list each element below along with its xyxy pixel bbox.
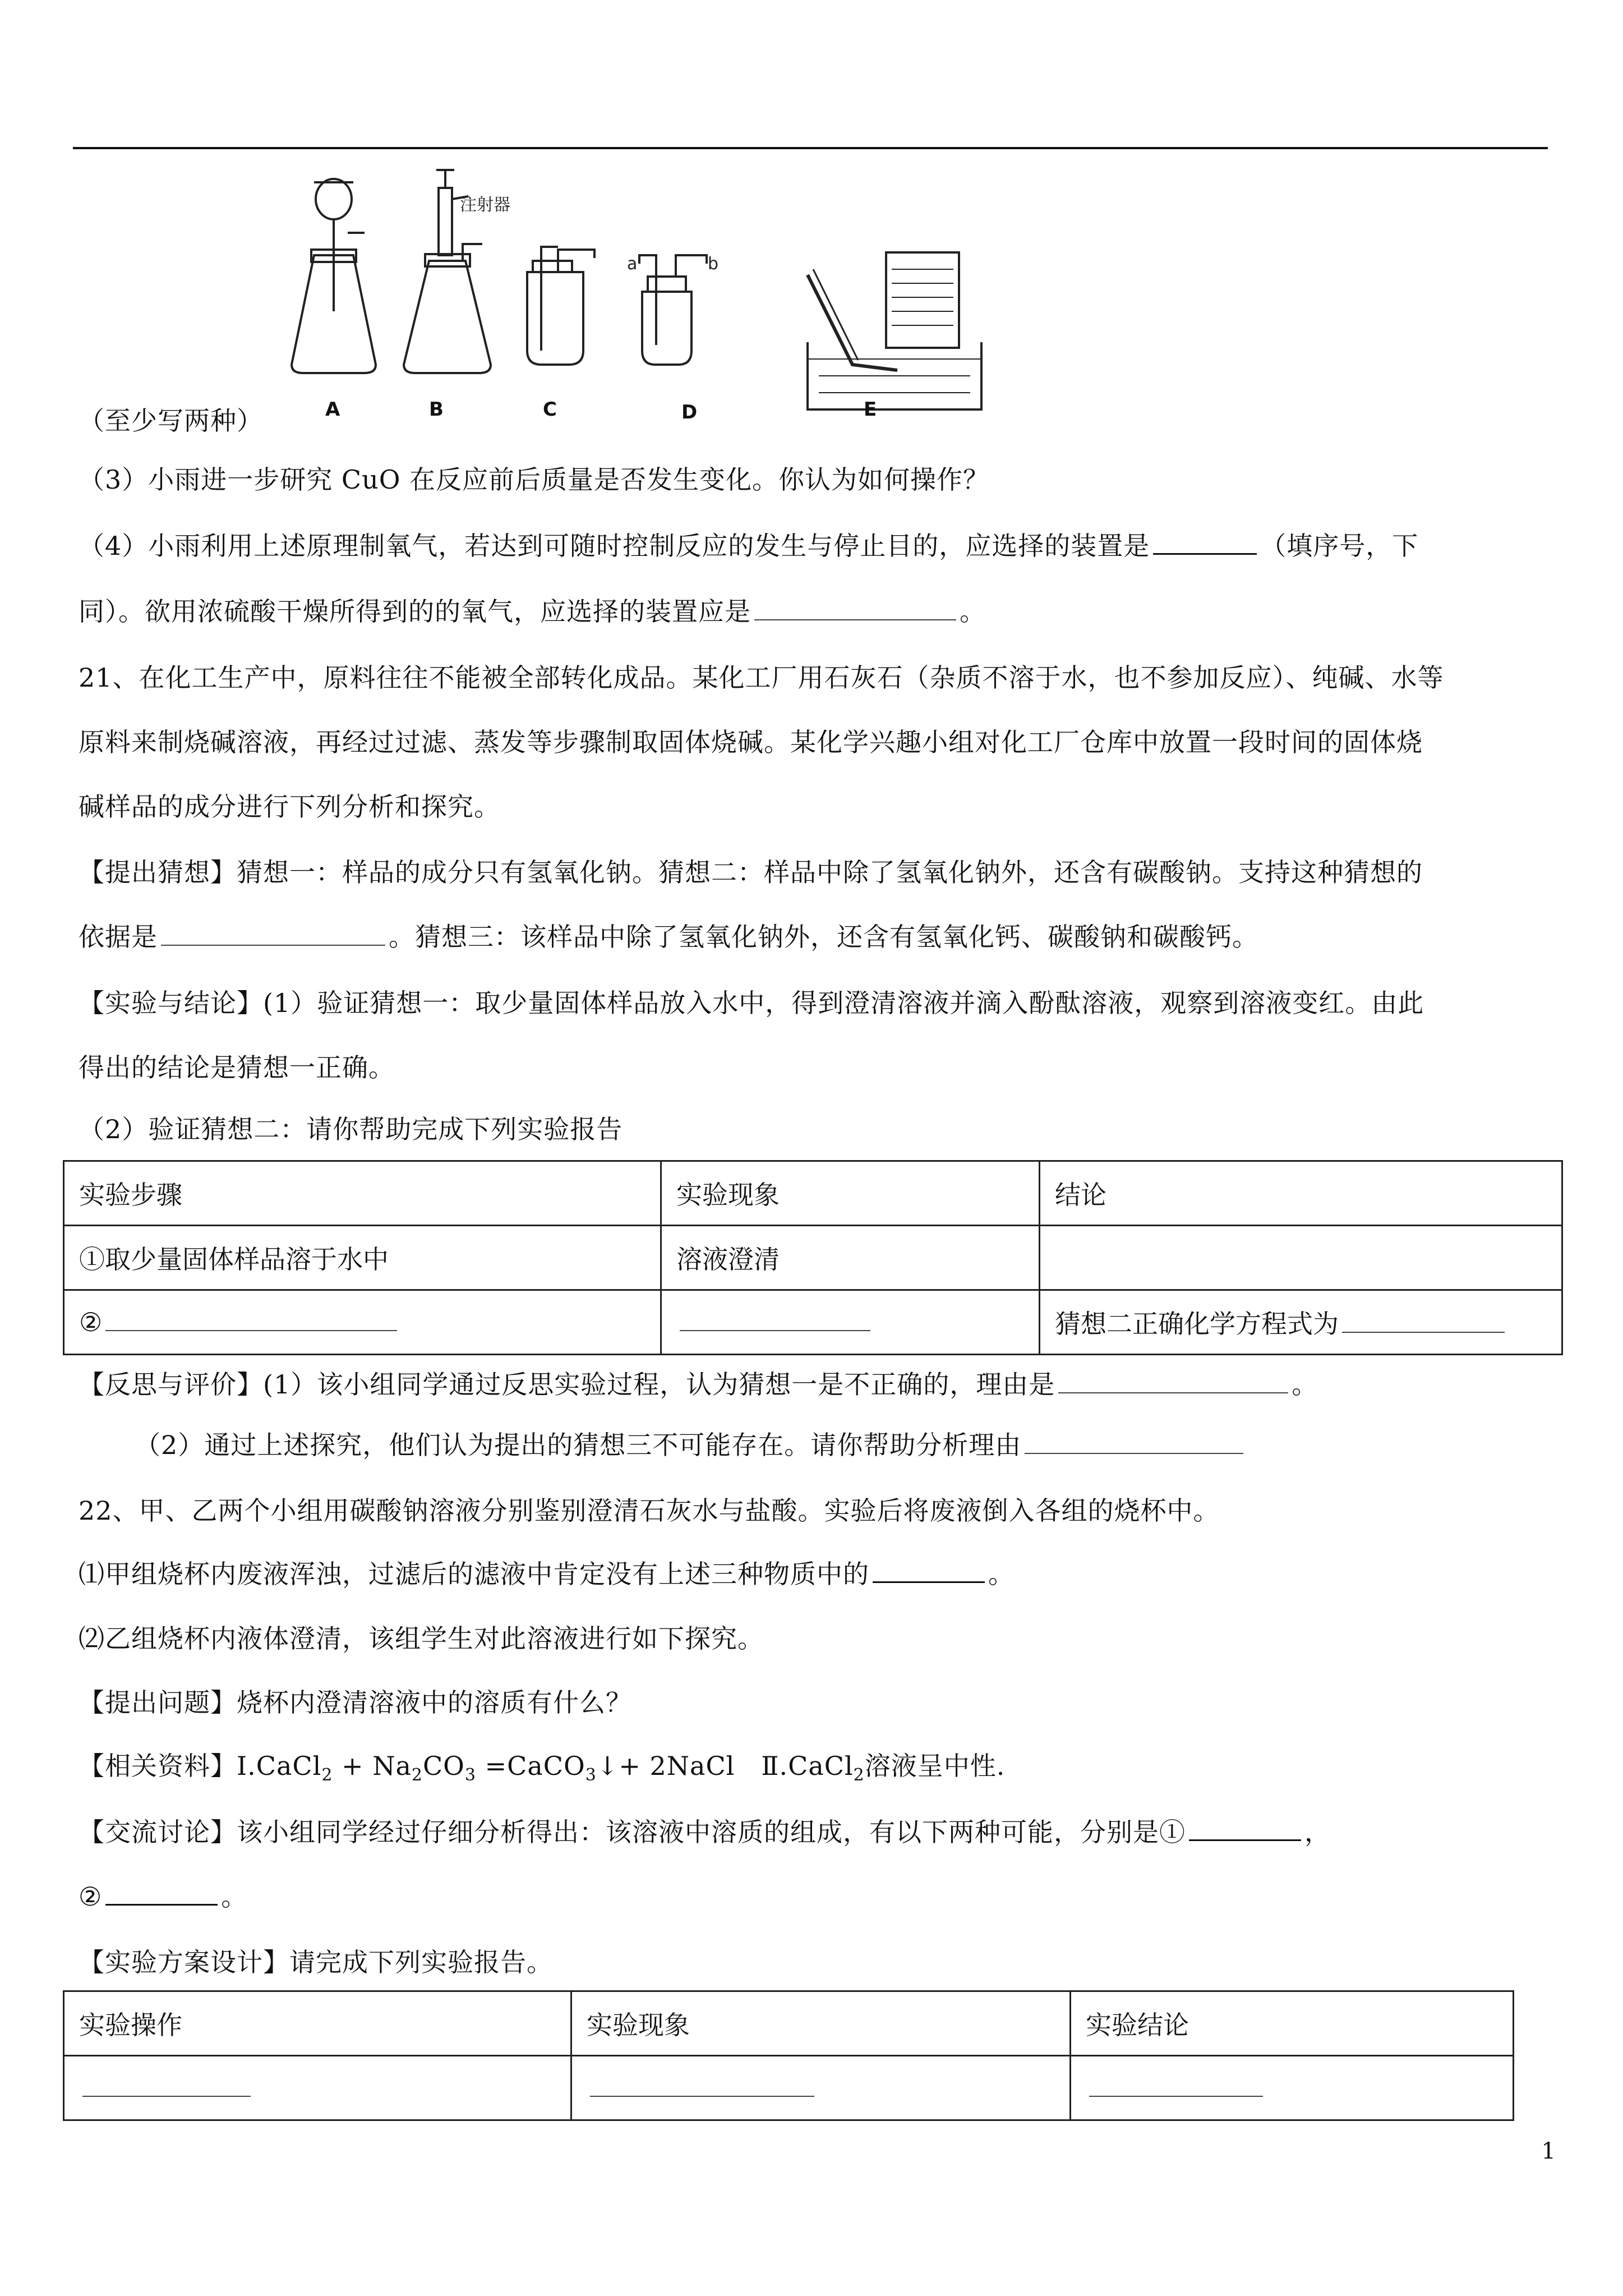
q20-part4-line2	[79, 596, 986, 627]
q20-part3: （3）小雨进一步研究 CuO 在反应前后质量是否发生变化。你认为如何操作？	[79, 464, 990, 495]
answer-blank[interactable]	[105, 1308, 397, 1331]
experiment-report-table-1	[63, 1160, 1563, 1355]
apparatus-a	[292, 179, 376, 373]
table-header-cell: 实验结论	[1071, 1991, 1514, 2056]
q21-experiment-line3: （2）验证猜想二：请你帮助完成下列实验报告	[79, 1114, 623, 1144]
fig-label-b: B	[429, 398, 444, 421]
answer-blank[interactable]	[1342, 1309, 1505, 1333]
table-header-cell: 结论	[1040, 1161, 1562, 1226]
q20-part4b-end: 。	[960, 596, 986, 627]
table-header-cell: 实验操作	[64, 1991, 571, 2056]
reflection-1-text: 【反思与评价】(1）该小组同学通过反思实验过程，认为猜想一是不正确的，理由是	[79, 1369, 1055, 1400]
reference-item-1: Ⅰ.CaCl$_2$ + $Na_2CO_3$ =CaCO$_3$↓+ 2NaCl	[237, 1751, 735, 1786]
reflection-1-end: 。	[1292, 1369, 1318, 1400]
q22-question: 【提出问题】烧杯内澄清溶液中的溶质有什么？	[79, 1687, 632, 1718]
q21-reflection-1	[79, 1369, 1318, 1400]
q21-guess3: 。猜想三：该样品中除了氢氧化钠外，还含有氢氧化钙、碳酸钠和碳酸钙。	[389, 922, 1258, 952]
answer-blank[interactable]	[680, 1308, 870, 1331]
step-2-label: ②	[79, 1307, 103, 1337]
answer-blank[interactable]	[754, 597, 956, 620]
q21-experiment-line1: 【实验与结论】(1）验证猜想一：取少量固体样品放入水中，得到澄清溶液并滴入酚酞溶液，观察到溶液变红。由此	[79, 988, 1424, 1018]
q22-part2: ⑵乙组烧杯内液体澄清，该组学生对此溶液进行如下探究。	[79, 1623, 764, 1654]
syringe-label: 注射器	[460, 195, 510, 215]
table-cell: 溶液澄清	[661, 1226, 1040, 1290]
table-header-cell: 实验现象	[571, 1991, 1071, 2056]
q22-part1	[79, 1558, 1015, 1590]
table-row	[64, 2056, 1514, 2120]
table-row	[64, 1290, 1562, 1355]
table-header-cell: 实验步骤	[64, 1161, 661, 1226]
table-cell[interactable]	[661, 1290, 1040, 1355]
answer-blank[interactable]	[1089, 2073, 1263, 2097]
answer-blank[interactable]	[82, 2073, 251, 2097]
tube-b-label: b	[708, 254, 719, 274]
answer-blank[interactable]	[105, 1881, 218, 1906]
page-number: 1	[1541, 2138, 1556, 2164]
answer-blank[interactable]	[1058, 1370, 1288, 1393]
table-header-cell: 实验现象	[661, 1161, 1040, 1226]
q20-part4-text: （4）小雨利用上述原理制氧气，若达到可随时控制反应的发生与停止目的，应选择的装置是	[79, 531, 1150, 561]
discussion-comma: ，	[1304, 1817, 1331, 1847]
q22-part1-text: ⑴甲组烧杯内废液浑浊，过滤后的滤液中肯定没有上述三种物质中的	[79, 1559, 869, 1589]
table-cell[interactable]	[1071, 2056, 1514, 2120]
table-row	[64, 1226, 1562, 1290]
apparatus-d	[639, 255, 707, 365]
answer-blank[interactable]	[590, 2073, 814, 2097]
table-header-row	[64, 1991, 1514, 2056]
q20-part4b-text: 同）。欲用浓硫酸干燥所得到的的氧气，应选择的装置应是	[79, 596, 751, 627]
q20-note: （至少写两种）	[79, 406, 263, 436]
equation-prompt: 猜想二正确化学方程式为	[1055, 1309, 1339, 1339]
answer-blank[interactable]	[1153, 531, 1257, 555]
apparatus-figure	[280, 165, 785, 429]
apparatus-e-figure	[796, 241, 998, 421]
q21-guess-line2	[79, 921, 1258, 953]
q22-discussion-1	[79, 1816, 1331, 1848]
q21-experiment-line2: 得出的结论是猜想一正确。	[79, 1052, 395, 1083]
table-cell[interactable]	[64, 1290, 661, 1355]
q20-part4-text-end: （填序号，下	[1260, 531, 1419, 561]
discussion-text: 【交流讨论】该小组同学经过仔细分析得出：该溶液中溶质的组成，有以下两种可能，分别是①	[79, 1817, 1186, 1847]
q21-guess-basis: 依据是	[79, 922, 158, 952]
header-rule	[73, 147, 1548, 149]
q21-reflection-2	[135, 1429, 1247, 1461]
answer-blank[interactable]	[873, 1559, 985, 1583]
fig-label-d: D	[681, 401, 698, 424]
table-cell: ①取少量固体样品溶于水中	[64, 1226, 661, 1290]
tube-a-label: a	[627, 254, 638, 274]
reference-item-2: Ⅱ.CaCl$_2$	[761, 1751, 865, 1786]
q22-part1-end: 。	[988, 1559, 1015, 1589]
q22-reference	[79, 1750, 1005, 1791]
reflection-2-text: （2）通过上述探究，他们认为提出的猜想三不可能存在。请你帮助分析理由	[135, 1430, 1022, 1460]
q21-line3: 碱样品的成分进行下列分析和探究。	[79, 792, 500, 822]
apparatus-c	[527, 247, 594, 365]
q22-discussion-2	[79, 1881, 247, 1912]
table-cell[interactable]	[1040, 1290, 1562, 1355]
q22-line1: 22、甲、乙两个小组用碳酸钠溶液分别鉴别澄清石灰水与盐酸。实验后将废液倒入各组的烧杯中。	[79, 1496, 1220, 1526]
answer-blank[interactable]	[161, 922, 385, 946]
discussion-2-label: ②	[79, 1881, 103, 1912]
fig-label-c: C	[543, 398, 557, 421]
answer-blank[interactable]	[1025, 1430, 1243, 1454]
table-cell[interactable]	[1040, 1226, 1562, 1290]
reference-heading: 【相关资料】	[79, 1751, 237, 1781]
q21-guess-line1: 【提出猜想】猜想一：样品的成分只有氢氧化钠。猜想二：样品中除了氢氧化钠外，还含有碳酸钠。支持这种猜想的	[79, 857, 1423, 887]
answer-blank[interactable]	[1189, 1817, 1301, 1841]
discussion-2-end: 。	[221, 1881, 248, 1912]
experiment-report-table-2	[63, 1990, 1514, 2121]
q21-line1: 21、在化工生产中，原料往往不能被全部转化成品。某化工厂用石灰石（杂质不溶于水，也不参加反应）、纯碱、水等	[79, 662, 1444, 693]
table-cell[interactable]	[571, 2056, 1071, 2120]
table-cell[interactable]	[64, 2056, 571, 2120]
reference-item-2-end: 溶液呈中性.	[864, 1751, 1006, 1781]
fig-label-e: E	[864, 398, 877, 421]
q22-plan: 【实验方案设计】请完成下列实验报告。	[79, 1947, 553, 1977]
table-header-row	[64, 1161, 1562, 1226]
q20-part4-line1	[79, 530, 1418, 562]
fig-label-a: A	[325, 398, 340, 421]
q21-line2: 原料来制烧碱溶液，再经过过滤、蒸发等步骤制取固体烧碱。某化学兴趣小组对化工厂仓库中放置一段时间的固体烧	[79, 727, 1423, 757]
